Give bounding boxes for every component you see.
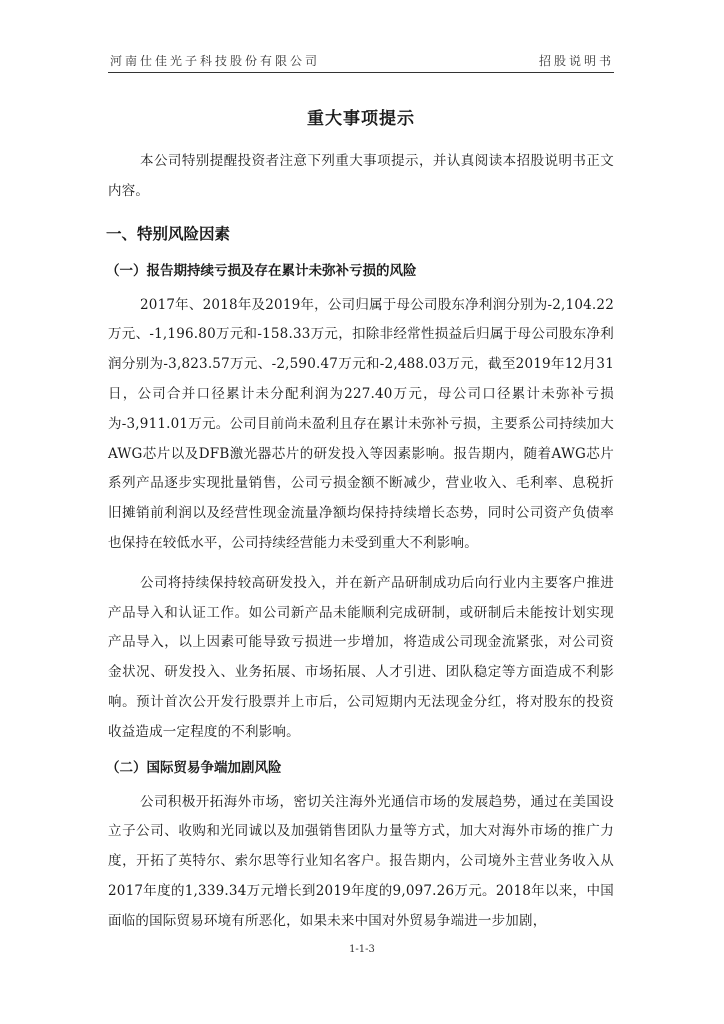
header-document-type: 招股说明书 xyxy=(538,54,614,68)
page-number: 1-1-3 xyxy=(349,944,375,955)
intro-paragraph: 本公司特别提醒投资者注意下列重大事项提示，并认真阅读本招股说明书正文内容。 xyxy=(108,153,614,199)
section-1-heading: 一、特别风险因素 xyxy=(106,224,231,243)
subsection-1-heading: （一）报告期持续亏损及存在累计未弥补亏损的风险 xyxy=(106,262,417,279)
subsection-1-paragraph-2: 公司将持续保持较高研发投入，并在新产品研制成功后向行业内主要客户推进产品导入和认证工作。如公司新产品未能顺利完成研制，或研制后未能按计划实现产品导入，以上因素可能导致亏损进一步增加，将造成公司现金流紧张，对公司资金状况、研发投入、业务拓展、市场拓展、人才引进、团队稳定等方面造成不利影响。预计首次公开发行股票并上市后，公司短期内无法现金分红，将对股东的投资收益造成一定程度的不利影响。 xyxy=(108,574,614,740)
header-company-name: 河南仕佳光子科技股份有限公司 xyxy=(110,54,321,68)
document-title: 重大事项提示 xyxy=(307,109,415,129)
subsection-2-heading: （二）国际贸易争端加剧风险 xyxy=(106,759,282,776)
subsection-2-paragraph-1: 公司积极开拓海外市场，密切关注海外光通信市场的发展趋势，通过在美国设立子公司、收购和光同诚以及加强销售团队力量等方式，加大对海外市场的推广力度，开拓了英特尔、索尔思等行业知名客户。报告期内，公司境外主营业务收入从2017年度的1,339.34万元增长到2019年度的9,097.26万元。2018年以来，中国面临的国际贸易环境有所恶化，如果未来中国对外贸易争端进一步加剧， xyxy=(108,793,614,929)
document-body xyxy=(108,98,614,937)
page-header xyxy=(108,50,614,73)
subsection-1-paragraph-1: 2017年、2018年及2019年，公司归属于母公司股东净利润分别为-2,104.22万元、-1,196.80万元和-158.33万元，扣除非经常性损益后归属于母公司股东净利润分别为-3,823.57万元、-2,590.47万元和-2,488.03万元，截至2019年12月31日，公司合并口径累计未分配利润为227.40万元，母公司口径累计未弥补亏损为-3,911.01万元。公司目前尚未盈利且存在累计未弥补亏损，主要系公司持续加大AWG芯片以及DFB激光器芯片的研发投入等因素影响。报告期内，随着AWG芯片系列产品逐步实现批量销售，公司亏损金额不断减少，营业收入、毛利率、息税折旧摊销前利润以及经营性现金流量净额均保持持续增长态势，同时公司资产负债率也保持在较低水平，公司持续经营能力未受到重大不利影响。 xyxy=(108,296,614,551)
